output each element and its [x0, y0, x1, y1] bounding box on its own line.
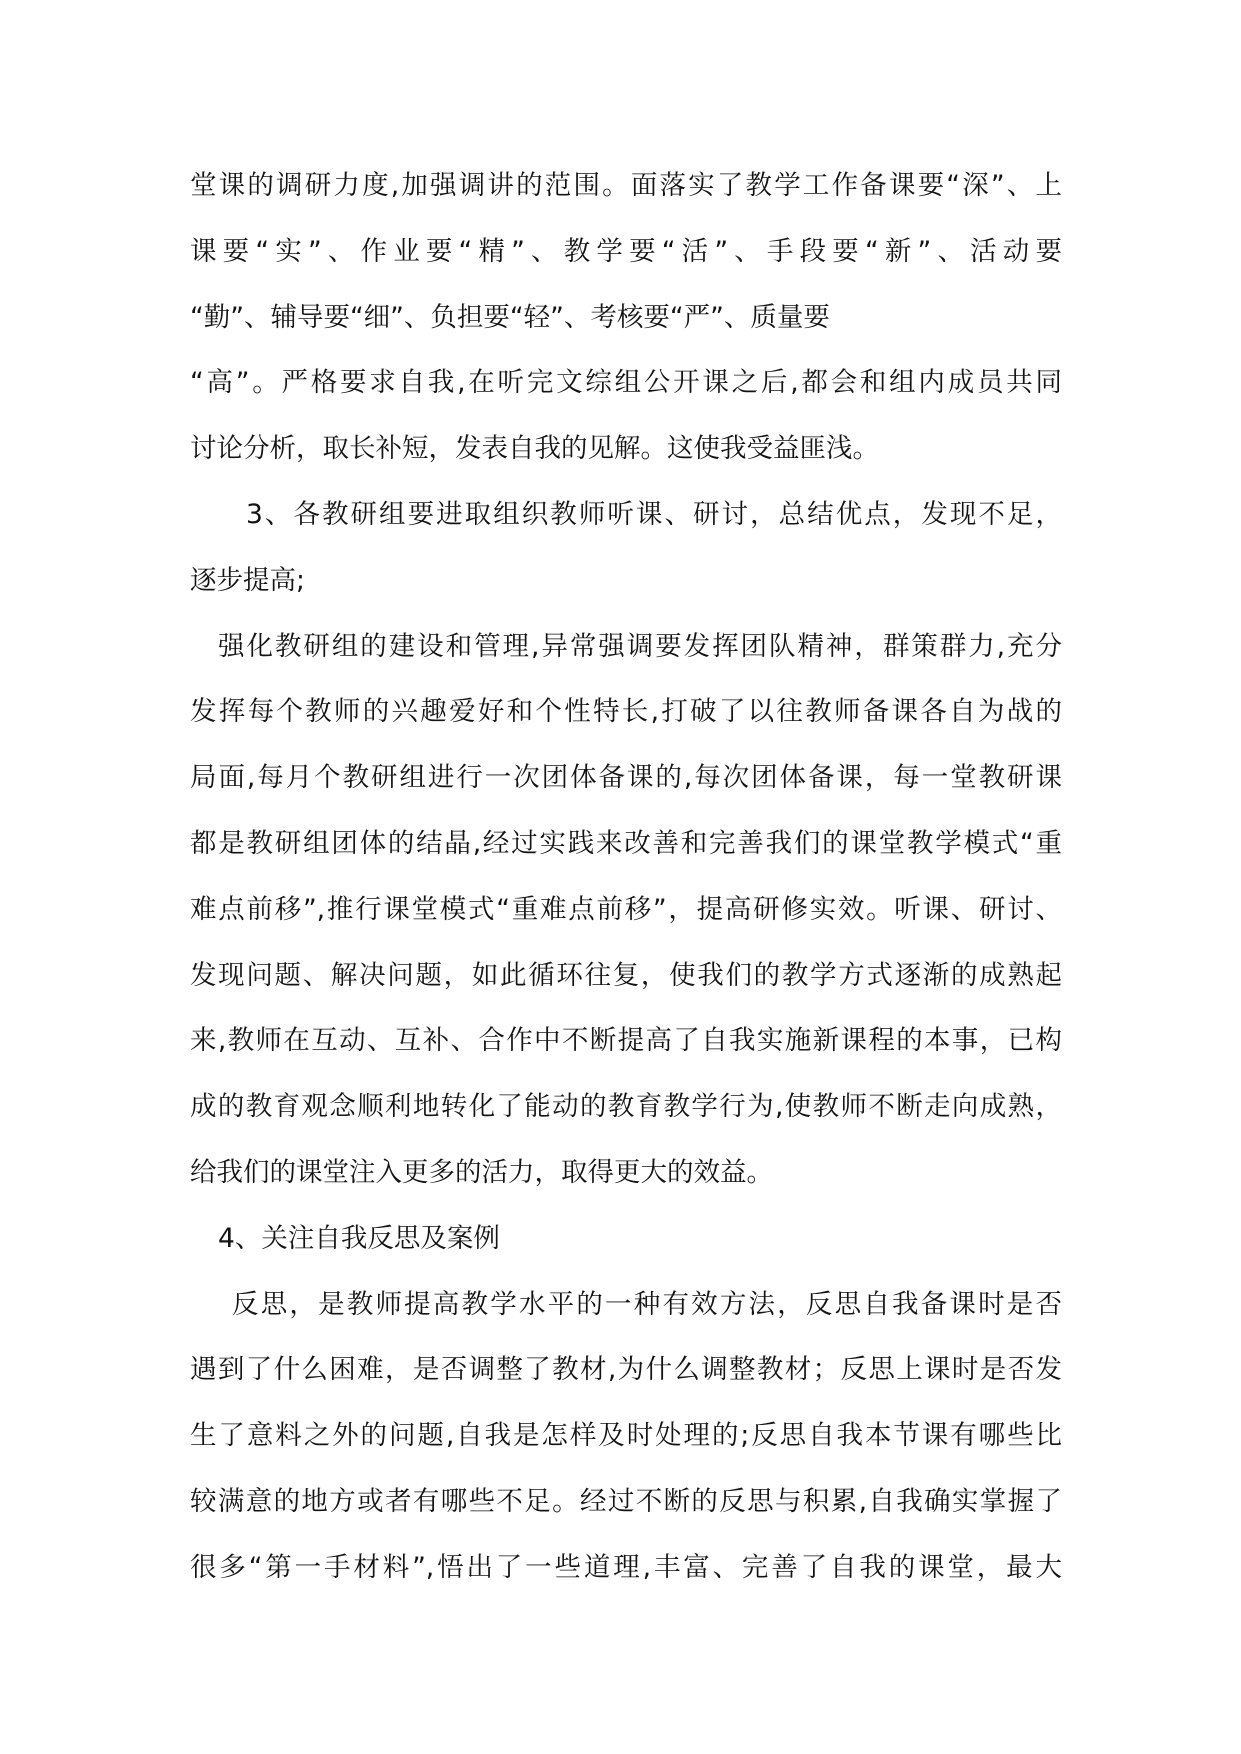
- text-line: 逐步提高;: [190, 564, 305, 596]
- paragraph-item-3: [190, 482, 1062, 614]
- text-line: 反思，是教师提高教学水平的一种有效方法，反思自我备课时是否: [232, 1288, 1062, 1320]
- text-line: 堂课的调研力度,加强调讲的范围。面落实了教学工作备课要“深”、上: [190, 170, 1062, 201]
- text-line: 讨论分析，取长补短，发表自我的见解。这使我受益匪浅。: [190, 433, 879, 465]
- text-line: 难点前移”,推行课堂模式“重难点前移”，提高研修实效。听课、研讨、: [190, 893, 1062, 925]
- paragraph-item-4-heading: [190, 1206, 1062, 1272]
- text-line: 发挥每个教师的兴趣爱好和个性特长,打破了以往教师备课各自为战的: [190, 696, 1062, 728]
- text-line: 4、关注自我反思及案例: [218, 1222, 500, 1254]
- paragraph-teaching-requirements: [190, 153, 1062, 482]
- text-line: 成的教育观念顺利地转化了能动的教育教学行为,使教师不断走向成熟，: [190, 1091, 1062, 1123]
- paragraph-research-group: [190, 614, 1062, 1206]
- text-line: 课要“实”、作业要“精”、教学要“活”、手段要“新”、活动要: [190, 235, 1062, 267]
- text-line: “勤”、辅导要“细”、负担要“轻”、考核要“严”、质量要: [190, 301, 830, 333]
- text-line: 生了意料之外的问题,自我是怎样及时处理的;反思自我本节课有哪些比: [190, 1420, 1062, 1452]
- text-line: 来,教师在互动、互补、合作中不断提高了自我实施新课程的本事，已构: [190, 1025, 1062, 1057]
- text-line: 强化教研组的建设和管理,异常强调要发挥团队精神，群策群力,充分: [218, 630, 1062, 662]
- document-body: [190, 153, 1062, 1601]
- text-line: 给我们的课堂注入更多的活力，取得更大的效益。: [190, 1156, 773, 1188]
- paragraph-reflection: [190, 1272, 1062, 1601]
- text-line: 较满意的地方或者有哪些不足。经过不断的反思与积累,自我确实掌握了: [190, 1485, 1062, 1517]
- text-line: 发现问题、解决问题，如此循环往复，使我们的教学方式逐渐的成熟起: [190, 959, 1062, 991]
- text-line: 很多“第一手材料”,悟出了一些道理,丰富、完善了自我的课堂，最大: [190, 1551, 1062, 1583]
- text-line: 3、各教研组要进取组织教师听课、研讨，总结优点，发现不足，: [246, 498, 1062, 530]
- text-line: 局面,每月个教研组进行一次团体备课的,每次团体备课，每一堂教研课: [190, 762, 1062, 794]
- text-line: “高”。严格要求自我,在听完文综组公开课之后,都会和组内成员共同: [190, 367, 1062, 399]
- text-line: 都是教研组团体的结晶,经过实践来改善和完善我们的课堂教学模式“重: [190, 827, 1062, 859]
- text-line: 遇到了什么困难，是否调整了教材,为什么调整教材；反思上课时是否发: [190, 1354, 1062, 1386]
